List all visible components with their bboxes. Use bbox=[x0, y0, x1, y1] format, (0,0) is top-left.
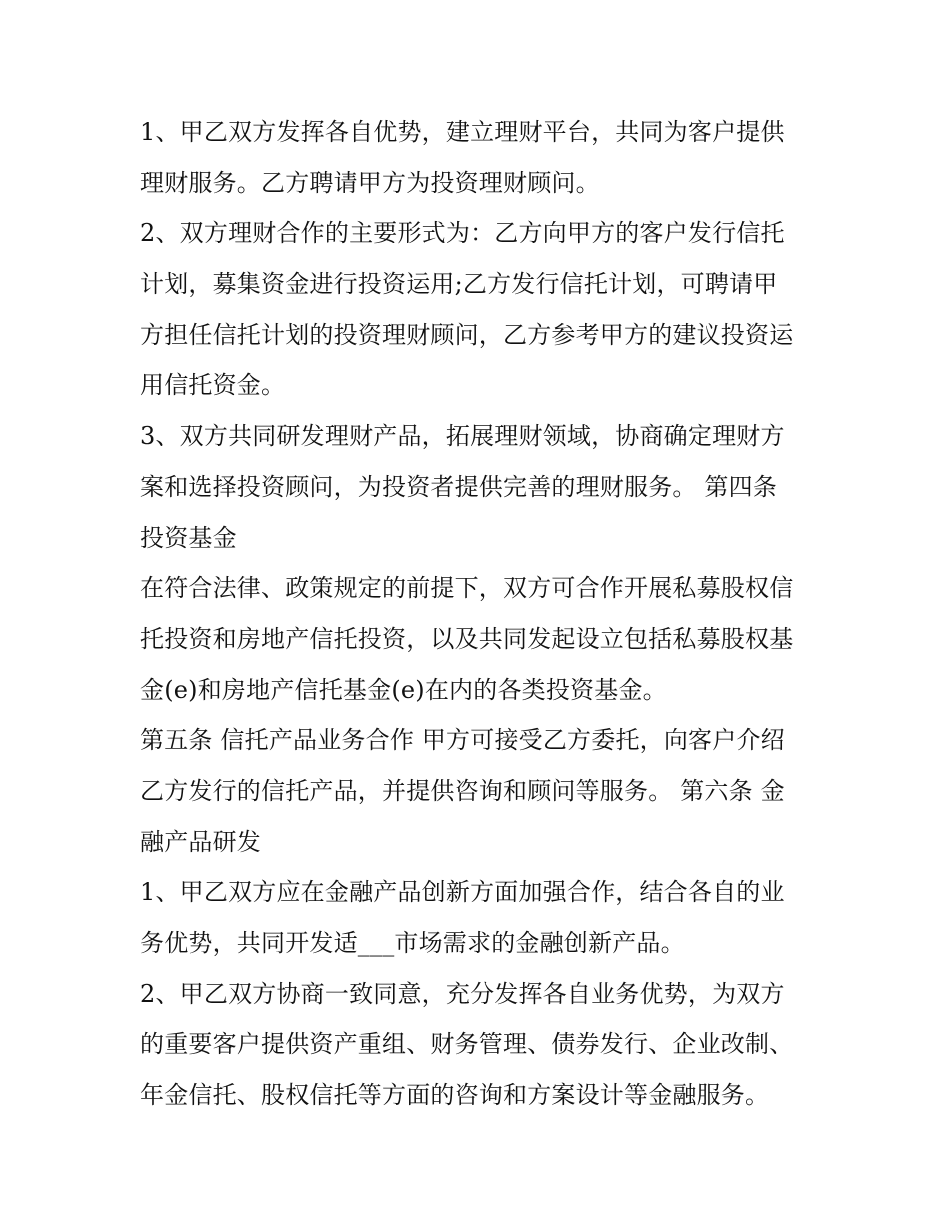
text-line: 案和选择投资顾问，为投资者提供完善的理财服务。 第四条 bbox=[140, 472, 778, 501]
text-line: 3、双方共同研发理财产品，拓展理财领域，协商确定理财方 bbox=[140, 422, 785, 451]
text-line: 1、甲乙双方应在金融产品创新方面加强合作，结合各自的业 bbox=[140, 878, 785, 907]
text-line: 1、甲乙双方发挥各自优势，建立理财平台，共同为客户提供 bbox=[140, 118, 785, 146]
text-line: 第五条 信托产品业务合作 甲方可接受乙方委托，向客户介绍 bbox=[140, 726, 785, 755]
text-line: 的重要客户提供资产重组、财务管理、债券发行、企业改制、 bbox=[140, 1030, 794, 1059]
text-line: 乙方发行的信托产品，并提供咨询和顾问等服务。 第六条 金 bbox=[140, 776, 785, 805]
text-line: 2、甲乙双方协商一致同意，充分发挥各自业务优势，为双方 bbox=[140, 979, 785, 1008]
text-line: 投资基金 bbox=[140, 523, 237, 552]
text-line: 2、双方理财合作的主要形式为：乙方向甲方的客户发行信托 bbox=[140, 219, 785, 248]
text-line: 在符合法律、政策规定的前提下，双方可合作开展私募股权信 bbox=[140, 574, 794, 603]
document-body bbox=[140, 107, 820, 1121]
text-line: 托投资和房地产信托投资，以及共同发起设立包括私募股权基 bbox=[140, 624, 794, 653]
text-line: 务优势，共同开发适___市场需求的金融创新产品。 bbox=[140, 929, 685, 957]
text-line: 理财服务。乙方聘请甲方为投资理财顾问。 bbox=[140, 168, 600, 197]
text-line: 计划，募集资金进行投资运用;乙方发行信托计划，可聘请甲 bbox=[140, 270, 778, 299]
text-line: 年金信托、股权信托等方面的咨询和方案设计等金融服务。 bbox=[140, 1081, 770, 1110]
text-line: 方担任信托计划的投资理财顾问，乙方参考甲方的建议投资运 bbox=[140, 320, 794, 349]
text-line: 融产品研发 bbox=[140, 827, 261, 856]
text-line: 金(e)和房地产信托基金(e)在内的各类投资基金。 bbox=[140, 675, 667, 704]
text-line: 用信托资金。 bbox=[140, 371, 286, 400]
